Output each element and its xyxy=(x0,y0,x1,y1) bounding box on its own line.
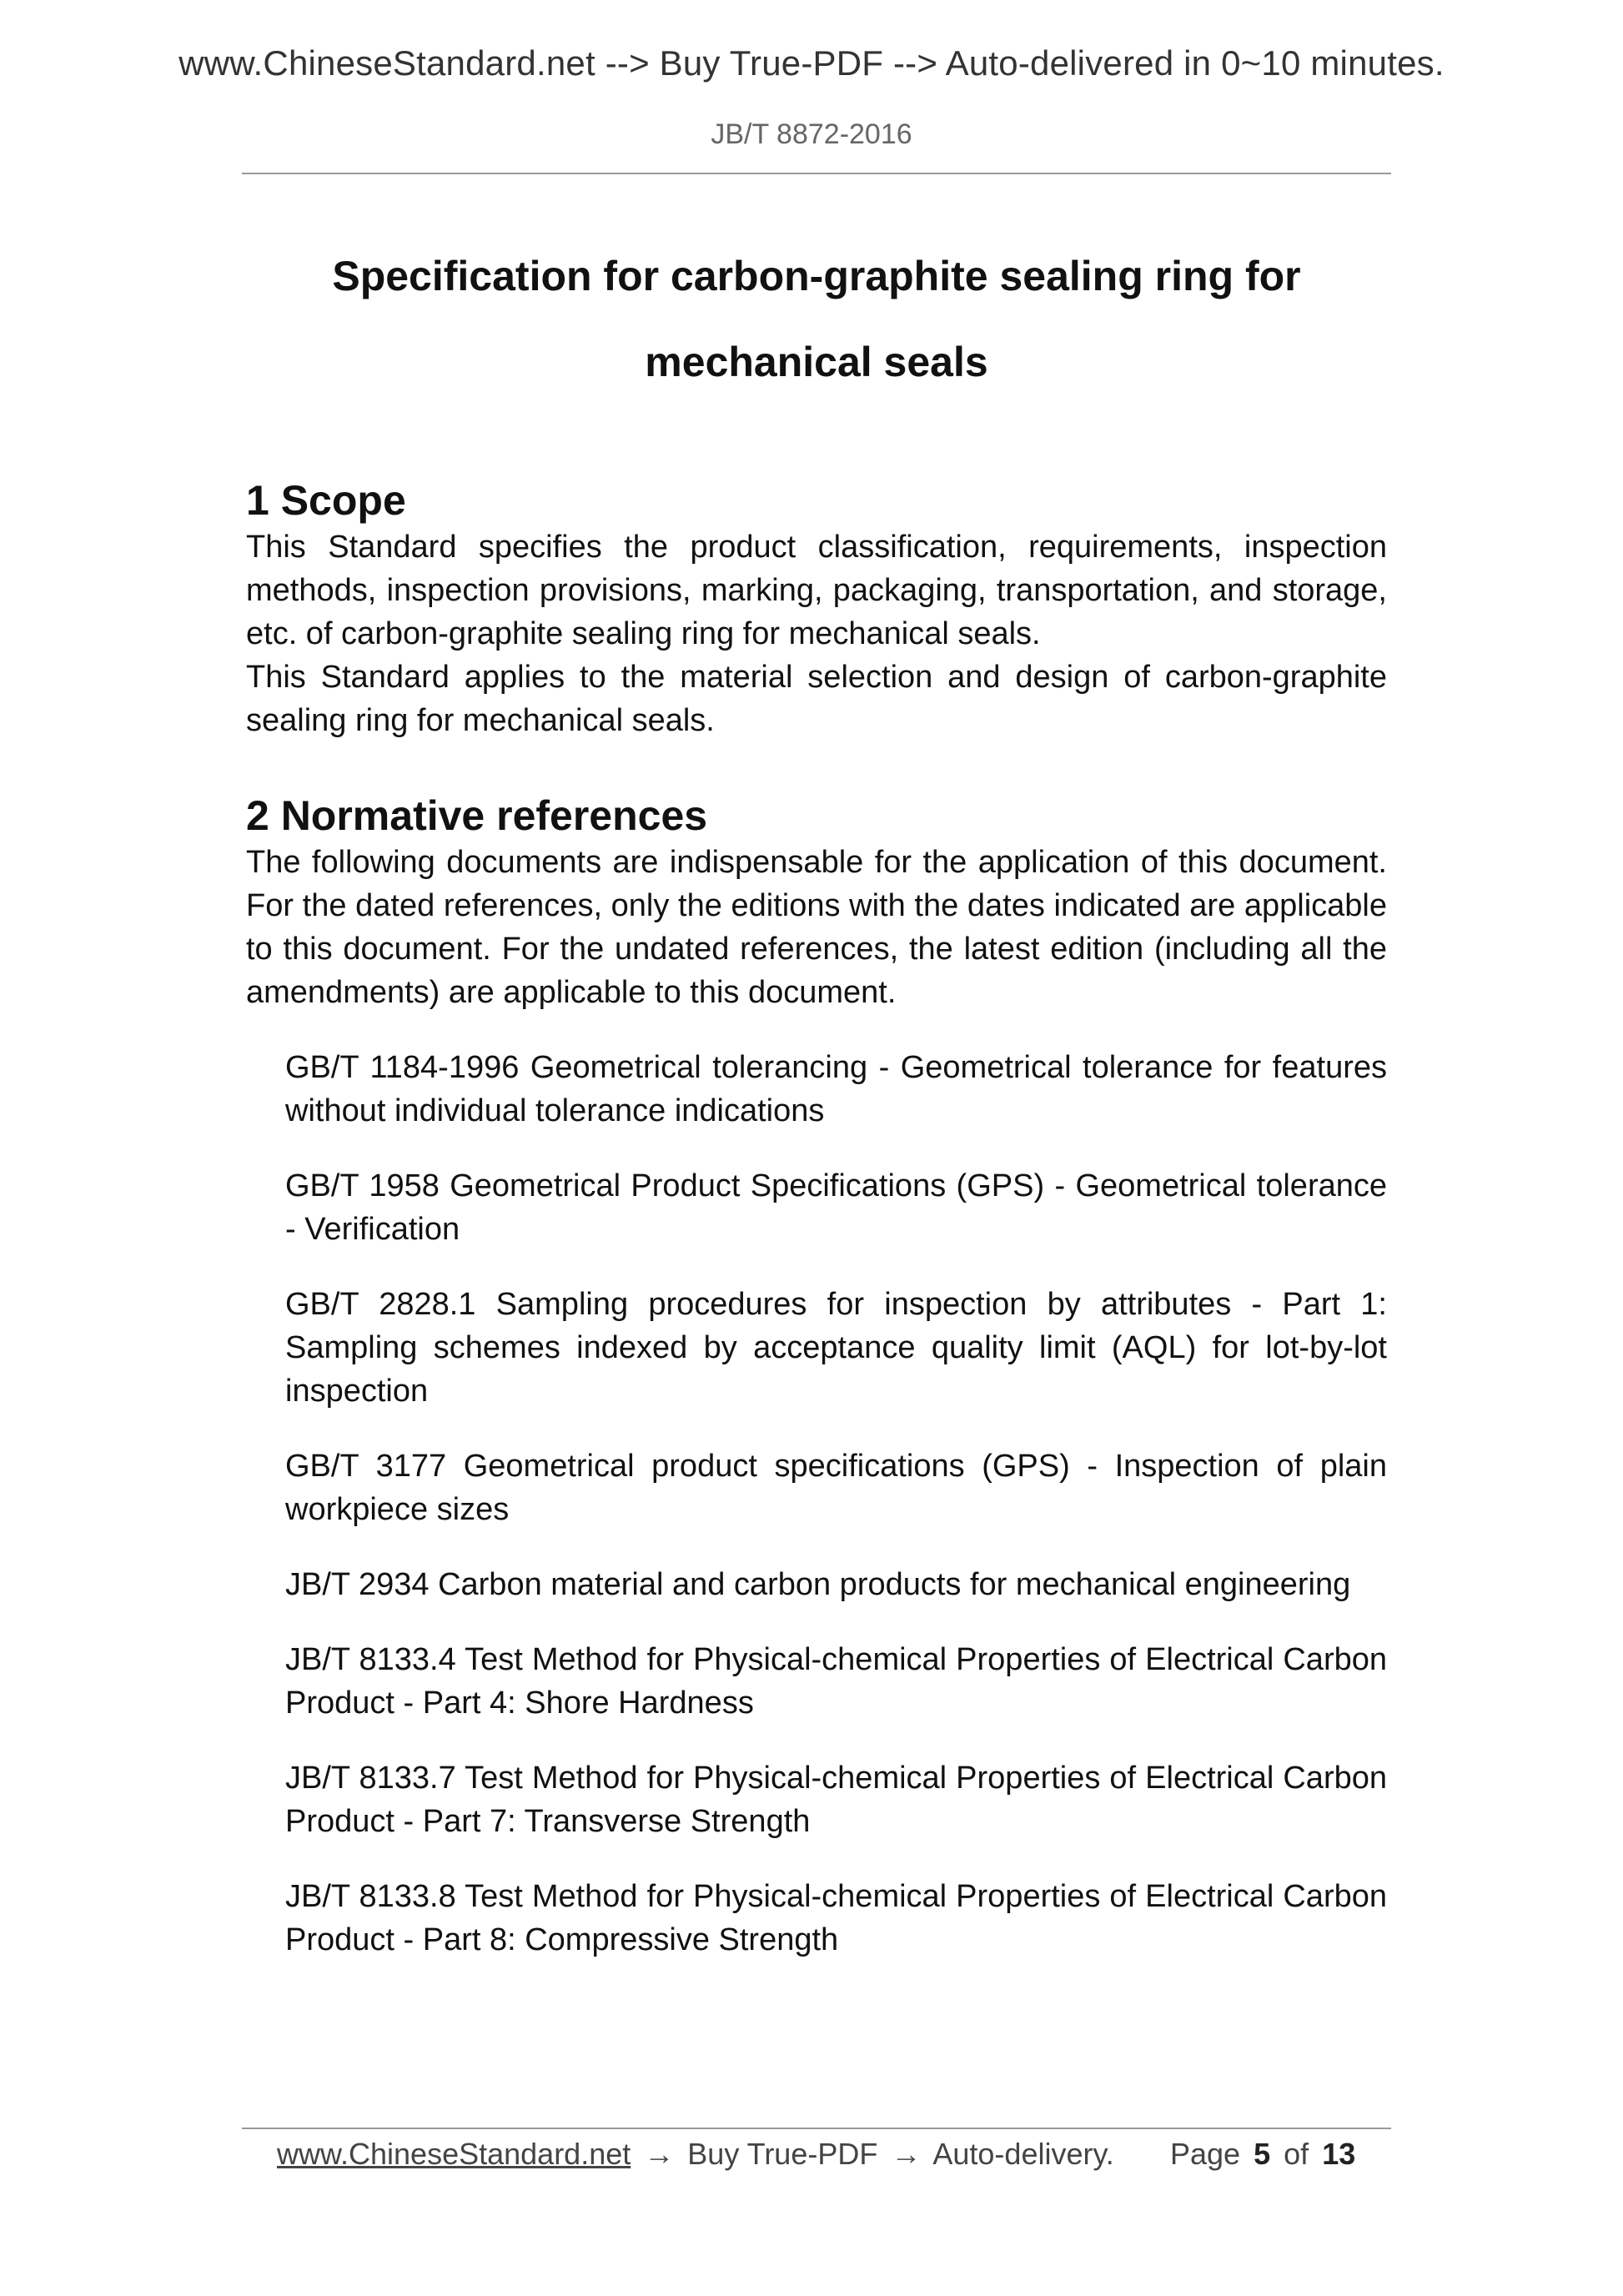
footer-divider xyxy=(242,2128,1391,2129)
normative-references-intro: The following documents are indispensable for the application of this document. For the dated references, only the editions with the dates indicated are applicable to this document. For the undated references, the latest edition (including all the amendments) are applicable to this document. xyxy=(246,845,1387,1010)
reference-item: GB/T 3177 Geometrical product specifications (GPS) - Inspection of plain workpiece sizes xyxy=(285,1449,1387,1527)
document-id: JB/T 8872-2016 xyxy=(711,118,912,150)
document-title-line-2: mechanical seals xyxy=(645,339,988,385)
scope-paragraph: This Standard applies to the material selection and design of carbon-graphite sealing ring for mechanical seals. xyxy=(246,660,1387,738)
footer-site-link[interactable]: www.ChineseStandard.net xyxy=(277,2137,631,2171)
page-of: of xyxy=(1284,2137,1309,2171)
page-number xyxy=(1170,2137,1360,2172)
reference-item: GB/T 2828.1 Sampling procedures for inspection by attributes - Part 1: Sampling schemes indexed by acceptance quality limit (AQL) for lot-by-lot inspection xyxy=(285,1287,1387,1409)
reference-item: JB/T 2934 Carbon material and carbon products for mechanical engineering xyxy=(285,1567,1351,1602)
scope-paragraph: This Standard specifies the product classification, requirements, inspection methods, inspection provisions, marking, packaging, transportation, and storage, etc. of carbon-graphite sealing ring for mechanical seals. xyxy=(246,530,1387,651)
arrow-right-icon: → xyxy=(891,2137,922,2171)
reference-item: GB/T 1184-1996 Geometrical tolerancing - Geometrical tolerance for features without individual tolerance indications xyxy=(285,1050,1387,1128)
page-current: 5 xyxy=(1254,2137,1271,2171)
page-footer xyxy=(0,2137,1623,2183)
reference-item: JB/T 8133.4 Test Method for Physical-chemical Properties of Electrical Carbon Product - Part 4: Shore Hardness xyxy=(285,1642,1387,1721)
header-divider xyxy=(242,173,1391,174)
reference-item: JB/T 8133.7 Test Method for Physical-chemical Properties of Electrical Carbon Product - Part 7: Transverse Strength xyxy=(285,1761,1387,1839)
document-title-line-1: Specification for carbon-graphite sealing ring for xyxy=(332,253,1301,299)
page-content xyxy=(246,234,1387,1962)
reference-item: JB/T 8133.8 Test Method for Physical-chemical Properties of Electrical Carbon Product - Part 8: Compressive Strength xyxy=(285,1879,1387,1957)
footer-buy-text: Buy True-PDF xyxy=(687,2137,878,2171)
reference-item: GB/T 1958 Geometrical Product Specifications (GPS) - Geometrical tolerance - Verification xyxy=(285,1168,1387,1247)
footer-delivery-text: Auto-delivery. xyxy=(932,2137,1114,2171)
page-label: Page xyxy=(1170,2137,1241,2171)
document-title xyxy=(246,234,1387,405)
footer-promo xyxy=(277,2137,1114,2172)
page-total: 13 xyxy=(1322,2137,1356,2171)
arrow-right-icon: → xyxy=(644,2137,675,2171)
scope-heading: 1 Scope xyxy=(246,477,406,524)
reference-list xyxy=(246,1046,1387,1962)
top-banner: www.ChineseStandard.net --> Buy True-PDF --> Auto-delivered in 0~10 minutes. xyxy=(178,43,1445,83)
normative-references-heading: 2 Normative references xyxy=(246,792,708,839)
